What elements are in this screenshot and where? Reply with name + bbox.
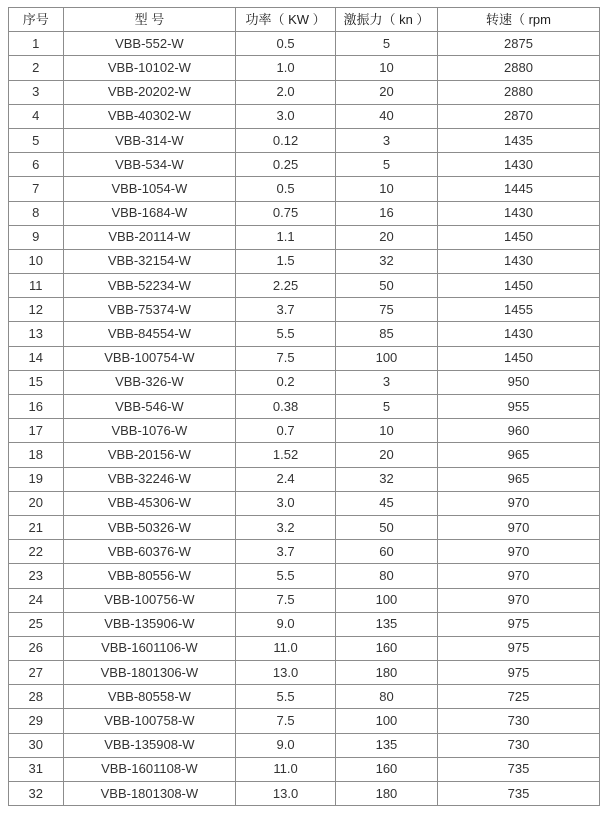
cell-force: 160 — [335, 757, 437, 781]
cell-index: 17 — [9, 419, 64, 443]
cell-speed: 730 — [438, 733, 600, 757]
cell-model: VBB-1801306-W — [63, 661, 236, 685]
cell-speed: 950 — [438, 370, 600, 394]
cell-model: VBB-1801308-W — [63, 782, 236, 806]
cell-force: 135 — [335, 733, 437, 757]
header-speed: 转速（ rpm — [438, 8, 600, 32]
cell-index: 8 — [9, 201, 64, 225]
cell-index: 30 — [9, 733, 64, 757]
cell-speed: 1435 — [438, 128, 600, 152]
cell-speed: 975 — [438, 612, 600, 636]
cell-index: 21 — [9, 515, 64, 539]
cell-speed: 2875 — [438, 32, 600, 56]
cell-power: 0.75 — [236, 201, 336, 225]
cell-speed: 1450 — [438, 225, 600, 249]
cell-index: 15 — [9, 370, 64, 394]
cell-speed: 1430 — [438, 249, 600, 273]
cell-force: 100 — [335, 709, 437, 733]
cell-force: 3 — [335, 370, 437, 394]
cell-index: 2 — [9, 56, 64, 80]
table-row — [9, 491, 600, 515]
cell-power: 0.7 — [236, 419, 336, 443]
cell-speed: 970 — [438, 515, 600, 539]
cell-index: 7 — [9, 177, 64, 201]
cell-power: 2.4 — [236, 467, 336, 491]
cell-power: 13.0 — [236, 661, 336, 685]
cell-speed: 970 — [438, 491, 600, 515]
cell-model: VBB-135908-W — [63, 733, 236, 757]
cell-force: 100 — [335, 346, 437, 370]
cell-power: 11.0 — [236, 636, 336, 660]
cell-power: 0.5 — [236, 32, 336, 56]
header-model: 型 号 — [63, 8, 236, 32]
table-row — [9, 274, 600, 298]
table-row — [9, 225, 600, 249]
table-row — [9, 443, 600, 467]
cell-power: 0.38 — [236, 395, 336, 419]
cell-speed: 1430 — [438, 322, 600, 346]
cell-index: 16 — [9, 395, 64, 419]
cell-speed: 2880 — [438, 56, 600, 80]
cell-power: 13.0 — [236, 782, 336, 806]
cell-index: 10 — [9, 249, 64, 273]
cell-index: 31 — [9, 757, 64, 781]
cell-index: 24 — [9, 588, 64, 612]
table-row — [9, 419, 600, 443]
cell-power: 2.0 — [236, 80, 336, 104]
cell-model: VBB-135906-W — [63, 612, 236, 636]
cell-index: 14 — [9, 346, 64, 370]
cell-index: 4 — [9, 104, 64, 128]
table-row — [9, 104, 600, 128]
cell-power: 2.25 — [236, 274, 336, 298]
cell-power: 3.0 — [236, 491, 336, 515]
cell-model: VBB-1601106-W — [63, 636, 236, 660]
cell-model: VBB-100756-W — [63, 588, 236, 612]
cell-power: 11.0 — [236, 757, 336, 781]
cell-power: 7.5 — [236, 709, 336, 733]
cell-index: 11 — [9, 274, 64, 298]
cell-speed: 1450 — [438, 346, 600, 370]
cell-power: 1.0 — [236, 56, 336, 80]
cell-model: VBB-1054-W — [63, 177, 236, 201]
cell-model: VBB-326-W — [63, 370, 236, 394]
cell-model: VBB-546-W — [63, 395, 236, 419]
table-row — [9, 709, 600, 733]
cell-index: 13 — [9, 322, 64, 346]
cell-speed: 970 — [438, 564, 600, 588]
cell-speed: 955 — [438, 395, 600, 419]
cell-force: 50 — [335, 274, 437, 298]
cell-index: 28 — [9, 685, 64, 709]
cell-force: 10 — [335, 419, 437, 443]
table-row — [9, 636, 600, 660]
cell-index: 1 — [9, 32, 64, 56]
cell-model: VBB-60376-W — [63, 540, 236, 564]
cell-model: VBB-32246-W — [63, 467, 236, 491]
cell-model: VBB-20202-W — [63, 80, 236, 104]
table-row — [9, 370, 600, 394]
cell-model: VBB-52234-W — [63, 274, 236, 298]
cell-power: 3.7 — [236, 540, 336, 564]
cell-index: 19 — [9, 467, 64, 491]
cell-force: 160 — [335, 636, 437, 660]
cell-force: 20 — [335, 225, 437, 249]
cell-force: 50 — [335, 515, 437, 539]
header-power: 功率（ KW ） — [236, 8, 336, 32]
cell-model: VBB-314-W — [63, 128, 236, 152]
cell-model: VBB-1076-W — [63, 419, 236, 443]
cell-speed: 1445 — [438, 177, 600, 201]
cell-force: 80 — [335, 564, 437, 588]
table-row — [9, 32, 600, 56]
cell-speed: 2870 — [438, 104, 600, 128]
cell-force: 5 — [335, 395, 437, 419]
cell-model: VBB-80556-W — [63, 564, 236, 588]
header-row — [9, 8, 600, 32]
header-force: 激振力（ kn ） — [335, 8, 437, 32]
cell-index: 27 — [9, 661, 64, 685]
cell-force: 100 — [335, 588, 437, 612]
cell-force: 10 — [335, 56, 437, 80]
cell-model: VBB-20156-W — [63, 443, 236, 467]
cell-force: 3 — [335, 128, 437, 152]
table-row — [9, 564, 600, 588]
cell-force: 45 — [335, 491, 437, 515]
cell-model: VBB-534-W — [63, 153, 236, 177]
cell-index: 9 — [9, 225, 64, 249]
cell-speed: 2880 — [438, 80, 600, 104]
table-row — [9, 515, 600, 539]
cell-force: 16 — [335, 201, 437, 225]
cell-speed: 735 — [438, 757, 600, 781]
cell-force: 20 — [335, 80, 437, 104]
cell-power: 1.5 — [236, 249, 336, 273]
table-row — [9, 153, 600, 177]
cell-force: 10 — [335, 177, 437, 201]
cell-force: 60 — [335, 540, 437, 564]
cell-power: 3.2 — [236, 515, 336, 539]
cell-power: 0.5 — [236, 177, 336, 201]
table-row — [9, 56, 600, 80]
table-row — [9, 612, 600, 636]
cell-index: 18 — [9, 443, 64, 467]
table-row — [9, 467, 600, 491]
cell-model: VBB-50326-W — [63, 515, 236, 539]
cell-power: 7.5 — [236, 588, 336, 612]
header-index: 序号 — [9, 8, 64, 32]
cell-index: 26 — [9, 636, 64, 660]
table-row — [9, 540, 600, 564]
cell-force: 5 — [335, 32, 437, 56]
cell-speed: 965 — [438, 467, 600, 491]
cell-model: VBB-1601108-W — [63, 757, 236, 781]
cell-index: 20 — [9, 491, 64, 515]
table-row — [9, 128, 600, 152]
cell-index: 6 — [9, 153, 64, 177]
cell-model: VBB-80558-W — [63, 685, 236, 709]
cell-speed: 1430 — [438, 201, 600, 225]
table-row — [9, 322, 600, 346]
cell-speed: 735 — [438, 782, 600, 806]
cell-index: 23 — [9, 564, 64, 588]
cell-model: VBB-10102-W — [63, 56, 236, 80]
cell-power: 9.0 — [236, 733, 336, 757]
cell-model: VBB-100758-W — [63, 709, 236, 733]
cell-power: 0.25 — [236, 153, 336, 177]
table-row — [9, 782, 600, 806]
cell-index: 22 — [9, 540, 64, 564]
table-row — [9, 733, 600, 757]
cell-power: 3.7 — [236, 298, 336, 322]
cell-speed: 1450 — [438, 274, 600, 298]
cell-speed: 1430 — [438, 153, 600, 177]
cell-force: 32 — [335, 249, 437, 273]
spec-table-container — [8, 7, 600, 806]
cell-speed: 1455 — [438, 298, 600, 322]
cell-force: 135 — [335, 612, 437, 636]
cell-power: 1.52 — [236, 443, 336, 467]
cell-model: VBB-1684-W — [63, 201, 236, 225]
cell-force: 75 — [335, 298, 437, 322]
cell-force: 5 — [335, 153, 437, 177]
cell-index: 12 — [9, 298, 64, 322]
cell-power: 5.5 — [236, 564, 336, 588]
table-row — [9, 685, 600, 709]
cell-model: VBB-84554-W — [63, 322, 236, 346]
cell-force: 85 — [335, 322, 437, 346]
cell-power: 0.12 — [236, 128, 336, 152]
table-row — [9, 80, 600, 104]
cell-index: 29 — [9, 709, 64, 733]
cell-power: 9.0 — [236, 612, 336, 636]
table-row — [9, 298, 600, 322]
table-row — [9, 661, 600, 685]
cell-index: 3 — [9, 80, 64, 104]
cell-speed: 730 — [438, 709, 600, 733]
cell-force: 20 — [335, 443, 437, 467]
cell-power: 5.5 — [236, 322, 336, 346]
cell-power: 0.2 — [236, 370, 336, 394]
cell-model: VBB-20114-W — [63, 225, 236, 249]
cell-speed: 975 — [438, 661, 600, 685]
cell-index: 5 — [9, 128, 64, 152]
cell-power: 1.1 — [236, 225, 336, 249]
cell-force: 40 — [335, 104, 437, 128]
cell-speed: 960 — [438, 419, 600, 443]
cell-power: 7.5 — [236, 346, 336, 370]
cell-force: 32 — [335, 467, 437, 491]
table-row — [9, 346, 600, 370]
table-row — [9, 249, 600, 273]
cell-model: VBB-40302-W — [63, 104, 236, 128]
cell-power: 3.0 — [236, 104, 336, 128]
cell-model: VBB-75374-W — [63, 298, 236, 322]
cell-power: 5.5 — [236, 685, 336, 709]
table-row — [9, 177, 600, 201]
table-row — [9, 588, 600, 612]
cell-model: VBB-45306-W — [63, 491, 236, 515]
cell-speed: 970 — [438, 588, 600, 612]
cell-speed: 725 — [438, 685, 600, 709]
cell-force: 80 — [335, 685, 437, 709]
cell-force: 180 — [335, 661, 437, 685]
spec-table — [8, 7, 600, 806]
table-body — [9, 32, 600, 806]
table-row — [9, 757, 600, 781]
cell-speed: 965 — [438, 443, 600, 467]
cell-speed: 975 — [438, 636, 600, 660]
cell-speed: 970 — [438, 540, 600, 564]
cell-index: 32 — [9, 782, 64, 806]
cell-index: 25 — [9, 612, 64, 636]
cell-model: VBB-552-W — [63, 32, 236, 56]
table-row — [9, 201, 600, 225]
cell-force: 180 — [335, 782, 437, 806]
cell-model: VBB-32154-W — [63, 249, 236, 273]
table-row — [9, 395, 600, 419]
cell-model: VBB-100754-W — [63, 346, 236, 370]
